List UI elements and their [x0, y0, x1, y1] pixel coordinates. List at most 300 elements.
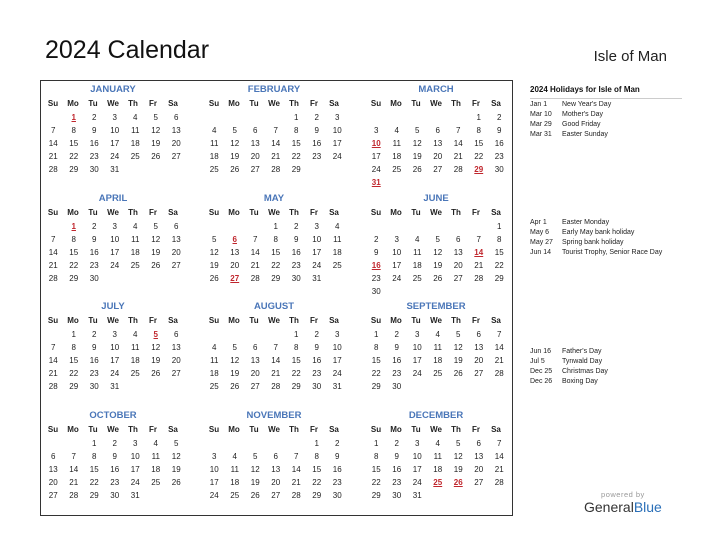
region-name: Isle of Man	[593, 48, 667, 65]
day-cell: 23	[312, 369, 322, 378]
day-cell: 17	[130, 465, 140, 474]
day-cell: 8	[92, 452, 97, 461]
day-cell: 6	[253, 343, 258, 352]
day-cell: 16	[312, 356, 322, 365]
holiday-day: 25	[433, 478, 443, 487]
day-cell: 10	[110, 235, 120, 244]
weekday-label: Su	[208, 208, 220, 217]
day-cell: 3	[212, 452, 217, 461]
day-grid	[43, 328, 187, 393]
day-grid	[204, 111, 348, 176]
month-name: AUGUST	[253, 301, 295, 312]
day-cell: 8	[476, 126, 481, 135]
day-cell: 23	[312, 152, 322, 161]
day-cell: 8	[374, 452, 379, 461]
holiday-date: May 6	[530, 229, 550, 236]
day-cell: 23	[392, 478, 402, 487]
weekday-label: Su	[47, 425, 59, 434]
day-cell: 14	[271, 139, 281, 148]
day-cell: 4	[335, 222, 340, 231]
holiday-day: 16	[371, 261, 381, 270]
weekday-header	[43, 206, 183, 220]
day-grid	[204, 437, 348, 502]
day-grid	[204, 220, 348, 285]
month-name: JULY	[101, 301, 125, 312]
month-september	[366, 300, 506, 393]
day-cell: 25	[433, 369, 443, 378]
day-cell: 4	[415, 235, 420, 244]
day-cell: 28	[250, 274, 260, 283]
empty-day	[64, 437, 85, 450]
day-grid	[366, 437, 510, 502]
day-cell: 23	[291, 261, 301, 270]
day-cell: 31	[312, 274, 322, 283]
weekday-label: We	[268, 99, 280, 108]
empty-day	[245, 220, 266, 233]
day-cell: 22	[89, 478, 99, 487]
day-cell: 22	[69, 152, 79, 161]
day-cell: 15	[69, 139, 79, 148]
day-cell: 17	[412, 465, 422, 474]
day-cell: 14	[494, 452, 504, 461]
weekday-label: Su	[208, 425, 220, 434]
day-cell: 17	[332, 139, 342, 148]
brand-name	[584, 499, 662, 515]
day-cell: 23	[89, 152, 99, 161]
weekday-label: Tu	[88, 425, 98, 434]
day-cell: 20	[433, 152, 443, 161]
day-cell: 16	[392, 465, 402, 474]
day-cell: 29	[371, 382, 381, 391]
day-cell: 25	[392, 165, 402, 174]
day-cell: 29	[271, 274, 281, 283]
holiday-name: Spring bank holiday	[562, 239, 624, 246]
day-cell: 1	[476, 113, 481, 122]
day-cell: 16	[332, 465, 342, 474]
day-cell: 8	[294, 343, 299, 352]
day-cell: 6	[174, 222, 179, 231]
day-cell: 2	[294, 222, 299, 231]
day-cell: 17	[412, 356, 422, 365]
empty-day	[266, 328, 287, 341]
day-cell: 17	[110, 248, 120, 257]
day-cell: 7	[71, 452, 76, 461]
day-cell: 28	[453, 165, 463, 174]
day-cell: 31	[110, 382, 120, 391]
day-cell: 11	[210, 356, 219, 365]
month-name: DECEMBER	[408, 410, 464, 421]
holiday-name: Tynwald Day	[562, 358, 603, 365]
day-cell: 24	[130, 478, 140, 487]
day-cell: 4	[133, 330, 138, 339]
holiday-name: Christmas Day	[562, 368, 608, 375]
day-cell: 30	[110, 491, 120, 500]
day-cell: 12	[151, 343, 161, 352]
empty-day	[43, 437, 64, 450]
day-cell: 20	[250, 369, 260, 378]
day-cell: 22	[474, 152, 484, 161]
weekday-label: We	[268, 425, 280, 434]
day-cell: 28	[48, 382, 58, 391]
day-cell: 26	[230, 165, 240, 174]
day-cell: 9	[374, 248, 379, 257]
weekday-label: Mo	[228, 208, 240, 217]
day-cell: 26	[171, 478, 181, 487]
day-cell: 14	[48, 248, 58, 257]
empty-day	[448, 220, 469, 233]
holiday-row	[530, 120, 690, 130]
day-cell: 16	[312, 139, 322, 148]
day-cell: 27	[474, 478, 484, 487]
day-cell: 5	[435, 235, 440, 244]
day-cell: 11	[433, 452, 442, 461]
empty-day	[225, 437, 246, 450]
weekday-label: Sa	[491, 208, 501, 217]
day-cell: 13	[250, 139, 260, 148]
day-cell: 7	[497, 439, 502, 448]
day-cell: 21	[453, 152, 463, 161]
day-cell: 19	[433, 261, 443, 270]
day-cell: 23	[494, 152, 504, 161]
day-cell: 22	[271, 261, 281, 270]
day-cell: 3	[112, 330, 117, 339]
weekday-label: Su	[47, 316, 59, 325]
day-cell: 3	[394, 235, 399, 244]
weekday-label: Mo	[67, 208, 79, 217]
day-cell: 26	[412, 165, 422, 174]
day-cell: 8	[71, 126, 76, 135]
day-cell: 26	[151, 261, 161, 270]
holiday-name: Easter Sunday	[562, 131, 608, 138]
day-cell: 9	[497, 126, 502, 135]
day-cell: 22	[69, 369, 79, 378]
day-cell: 21	[69, 478, 79, 487]
day-cell: 25	[230, 491, 240, 500]
day-cell: 29	[312, 491, 322, 500]
month-june	[366, 192, 506, 298]
day-cell: 28	[271, 382, 281, 391]
day-cell: 1	[314, 439, 319, 448]
empty-day	[428, 220, 449, 233]
day-cell: 8	[314, 452, 319, 461]
holiday-day: 1	[71, 113, 76, 122]
day-cell: 2	[92, 330, 97, 339]
weekday-header	[366, 97, 506, 111]
empty-day	[469, 220, 490, 233]
weekday-label: We	[107, 99, 119, 108]
day-cell: 5	[153, 113, 158, 122]
day-cell: 6	[476, 330, 481, 339]
day-cell: 7	[51, 343, 56, 352]
day-cell: 12	[230, 356, 240, 365]
weekday-label: Th	[128, 208, 138, 217]
month-name: SEPTEMBER	[406, 301, 466, 312]
day-cell: 11	[230, 465, 239, 474]
weekday-label: Sa	[168, 425, 178, 434]
empty-day	[448, 111, 469, 124]
weekday-label: Tu	[88, 316, 98, 325]
holiday-date: Mar 10	[530, 111, 552, 118]
empty-day	[204, 437, 225, 450]
day-cell: 15	[69, 248, 79, 257]
weekday-label: Fr	[149, 316, 157, 325]
day-cell: 11	[413, 248, 422, 257]
day-cell: 13	[433, 139, 443, 148]
day-cell: 5	[456, 439, 461, 448]
day-cell: 11	[210, 139, 219, 148]
holiday-group	[530, 100, 690, 140]
weekday-header	[366, 206, 506, 220]
day-cell: 29	[69, 165, 79, 174]
day-cell: 16	[89, 139, 99, 148]
day-cell: 23	[110, 478, 120, 487]
day-cell: 5	[232, 126, 237, 135]
weekday-label: Fr	[310, 316, 318, 325]
day-cell: 3	[314, 222, 319, 231]
day-cell: 14	[48, 139, 58, 148]
month-name: MARCH	[418, 84, 454, 95]
day-cell: 30	[89, 165, 99, 174]
weekday-label: Tu	[411, 208, 421, 217]
brand-logo	[584, 490, 662, 515]
day-cell: 20	[474, 356, 484, 365]
day-cell: 30	[332, 491, 342, 500]
day-cell: 24	[209, 491, 219, 500]
holiday-divider	[530, 98, 682, 99]
day-cell: 1	[71, 330, 76, 339]
day-cell: 2	[335, 439, 340, 448]
day-cell: 8	[71, 235, 76, 244]
day-cell: 4	[435, 439, 440, 448]
day-cell: 11	[333, 235, 342, 244]
day-cell: 9	[394, 343, 399, 352]
day-cell: 16	[110, 465, 120, 474]
day-cell: 2	[394, 439, 399, 448]
weekday-label: Mo	[67, 425, 79, 434]
day-cell: 7	[253, 235, 258, 244]
day-cell: 24	[332, 369, 342, 378]
weekday-label: Mo	[228, 99, 240, 108]
day-cell: 10	[332, 343, 342, 352]
holiday-name: Good Friday	[562, 121, 601, 128]
day-cell: 6	[273, 452, 278, 461]
day-cell: 10	[412, 452, 422, 461]
day-cell: 5	[415, 126, 420, 135]
empty-day	[43, 328, 64, 341]
month-name: MAY	[263, 193, 285, 204]
day-cell: 17	[392, 261, 402, 270]
weekday-label: Su	[370, 99, 382, 108]
day-cell: 19	[230, 152, 240, 161]
day-cell: 20	[250, 152, 260, 161]
day-cell: 14	[271, 356, 281, 365]
day-cell: 4	[435, 330, 440, 339]
day-cell: 13	[171, 126, 181, 135]
weekday-label: Sa	[491, 425, 501, 434]
month-december	[366, 409, 506, 502]
weekday-header	[366, 314, 506, 328]
day-cell: 2	[394, 330, 399, 339]
weekday-label: Su	[208, 316, 220, 325]
day-cell: 1	[294, 113, 299, 122]
day-cell: 9	[394, 452, 399, 461]
day-cell: 6	[51, 452, 56, 461]
day-cell: 23	[392, 369, 402, 378]
weekday-label: Sa	[168, 208, 178, 217]
day-cell: 28	[48, 274, 58, 283]
day-cell: 4	[153, 439, 158, 448]
day-cell: 19	[250, 478, 260, 487]
weekday-label: Tu	[411, 99, 421, 108]
day-cell: 19	[151, 139, 161, 148]
holiday-row	[530, 347, 690, 357]
day-cell: 15	[89, 465, 99, 474]
day-cell: 30	[312, 382, 322, 391]
day-cell: 17	[209, 478, 219, 487]
empty-day	[366, 111, 387, 124]
day-cell: 18	[433, 356, 443, 365]
day-cell: 10	[412, 343, 422, 352]
weekday-label: Sa	[168, 316, 178, 325]
day-cell: 2	[497, 113, 502, 122]
day-cell: 31	[332, 382, 342, 391]
day-cell: 7	[476, 235, 481, 244]
empty-day	[225, 111, 246, 124]
day-cell: 12	[250, 465, 260, 474]
holiday-row	[530, 218, 690, 228]
day-cell: 1	[374, 330, 379, 339]
day-cell: 24	[371, 165, 381, 174]
day-cell: 12	[230, 139, 240, 148]
day-cell: 26	[453, 369, 463, 378]
day-cell: 9	[92, 126, 97, 135]
day-cell: 27	[433, 165, 443, 174]
month-name: JUNE	[423, 193, 449, 204]
empty-day	[43, 111, 64, 124]
day-cell: 9	[112, 452, 117, 461]
day-cell: 25	[130, 261, 140, 270]
day-cell: 16	[291, 248, 301, 257]
day-cell: 2	[314, 330, 319, 339]
holiday-day: 5	[153, 330, 158, 339]
calendar-frame	[40, 80, 513, 516]
day-cell: 5	[456, 330, 461, 339]
weekday-label: Fr	[149, 425, 157, 434]
day-cell: 28	[474, 274, 484, 283]
day-cell: 26	[209, 274, 219, 283]
day-cell: 15	[291, 139, 301, 148]
day-cell: 7	[273, 343, 278, 352]
day-cell: 5	[174, 439, 179, 448]
month-name: APRIL	[98, 193, 128, 204]
day-grid	[204, 328, 348, 393]
holiday-name: New Year's Day	[562, 101, 612, 108]
day-cell: 29	[291, 165, 301, 174]
day-cell: 25	[151, 478, 161, 487]
month-february	[204, 83, 344, 176]
weekday-label: Tu	[411, 425, 421, 434]
day-cell: 17	[312, 248, 322, 257]
weekday-header	[204, 206, 344, 220]
day-cell: 12	[209, 248, 219, 257]
day-cell: 22	[69, 261, 79, 270]
empty-day	[225, 328, 246, 341]
day-grid	[43, 111, 187, 176]
day-cell: 24	[412, 369, 422, 378]
day-cell: 19	[171, 465, 181, 474]
holiday-row	[530, 110, 690, 120]
holiday-date: Dec 26	[530, 378, 553, 385]
day-cell: 10	[130, 452, 140, 461]
weekday-label: Sa	[168, 99, 178, 108]
day-cell: 24	[312, 261, 322, 270]
empty-day	[366, 220, 387, 233]
day-cell: 2	[92, 113, 97, 122]
day-cell: 9	[314, 126, 319, 135]
day-cell: 9	[294, 235, 299, 244]
weekday-label: Tu	[249, 316, 259, 325]
weekday-label: Sa	[329, 208, 339, 217]
day-cell: 26	[230, 382, 240, 391]
holiday-name: Tourist Trophy, Senior Race Day	[562, 249, 663, 256]
day-cell: 22	[312, 478, 322, 487]
day-cell: 27	[474, 369, 484, 378]
day-cell: 31	[130, 491, 140, 500]
day-cell: 29	[89, 491, 99, 500]
day-cell: 24	[110, 369, 120, 378]
weekday-label: Th	[289, 99, 299, 108]
weekday-label: Mo	[67, 316, 79, 325]
weekday-label: We	[430, 99, 442, 108]
weekday-label: Sa	[329, 316, 339, 325]
day-cell: 28	[291, 491, 301, 500]
weekday-label: Tu	[249, 99, 259, 108]
month-july	[43, 300, 183, 393]
day-cell: 18	[209, 369, 219, 378]
brand-general: General	[584, 499, 634, 515]
month-october	[43, 409, 183, 502]
day-cell: 10	[110, 126, 120, 135]
holiday-group	[530, 347, 690, 387]
day-cell: 21	[48, 152, 58, 161]
day-cell: 27	[171, 152, 181, 161]
day-cell: 13	[474, 343, 484, 352]
empty-day	[286, 437, 307, 450]
day-cell: 14	[48, 356, 58, 365]
holiday-row	[530, 357, 690, 367]
day-cell: 28	[69, 491, 79, 500]
holiday-day: 29	[474, 165, 484, 174]
day-cell: 18	[130, 248, 140, 257]
day-cell: 29	[69, 274, 79, 283]
day-cell: 24	[332, 152, 342, 161]
holiday-row	[530, 377, 690, 387]
day-cell: 11	[151, 452, 160, 461]
day-cell: 28	[271, 165, 281, 174]
day-cell: 1	[497, 222, 502, 231]
day-grid	[43, 437, 187, 502]
day-cell: 21	[291, 478, 301, 487]
day-cell: 10	[209, 465, 219, 474]
weekday-label: Mo	[228, 316, 240, 325]
day-cell: 18	[392, 152, 402, 161]
weekday-label: Tu	[249, 208, 259, 217]
brand-blue: Blue	[633, 499, 662, 515]
day-cell: 10	[312, 235, 322, 244]
day-cell: 29	[291, 382, 301, 391]
day-cell: 1	[92, 439, 97, 448]
weekday-label: Tu	[249, 425, 259, 434]
